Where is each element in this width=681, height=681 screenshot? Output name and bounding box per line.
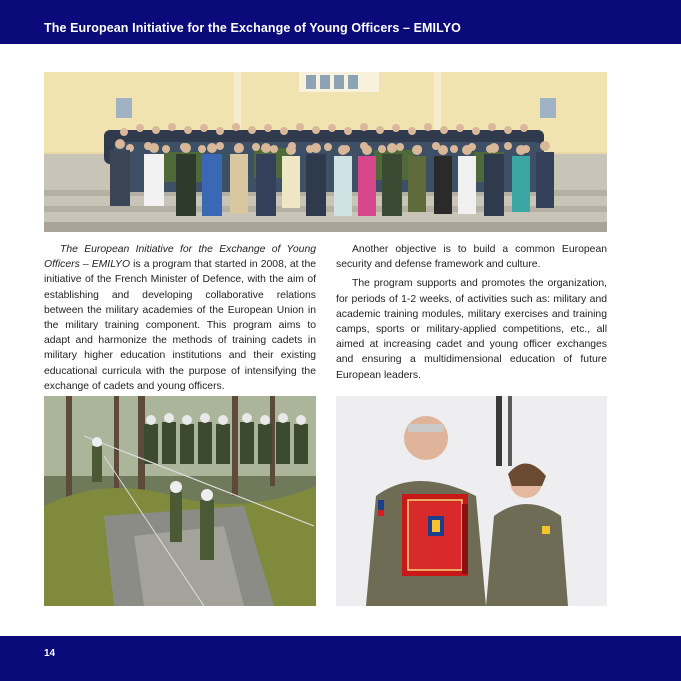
left-column-text xyxy=(44,242,316,398)
right-column-text xyxy=(336,242,607,387)
group-photo xyxy=(44,72,607,232)
activities-paragraph: The program supports and promotes the organization, for periods of 1-2 weeks, of activities such as: military and academic training modules, military exercises and training camps, sports or military-applied competitions, etc., all aimed at increasing cadet and young officer exchanges and ensuring a multidimensional education of future European leaders. xyxy=(336,278,607,381)
program-name: The European Initiative for the Exchange of Young Officers – EMILYO xyxy=(44,244,316,271)
page-number: 14 xyxy=(44,648,56,659)
page-title: The European Initiative for the Exchange of Young Officers – EMILYO xyxy=(44,21,461,35)
objective-paragraph: Another objective is to build a common European security and defense framework and culture. xyxy=(336,244,607,271)
award-ceremony-photo xyxy=(336,396,607,606)
rock-climbing-photo xyxy=(44,396,316,606)
footer-bar xyxy=(0,636,681,681)
intro-paragraph xyxy=(44,242,316,394)
intro-paragraph-body: is a program that started in 2008, at the initiative of the French Minister of Defence, with the aim of establishing and developing collaborative relations between the military academies of the European Union in the military training component. This program aims to adapt and harmonize the methods of training cadets in military higher education institutions and their existing educational curricula with the purpose of intensifying the exchange of cadets and young officers. xyxy=(44,259,316,392)
